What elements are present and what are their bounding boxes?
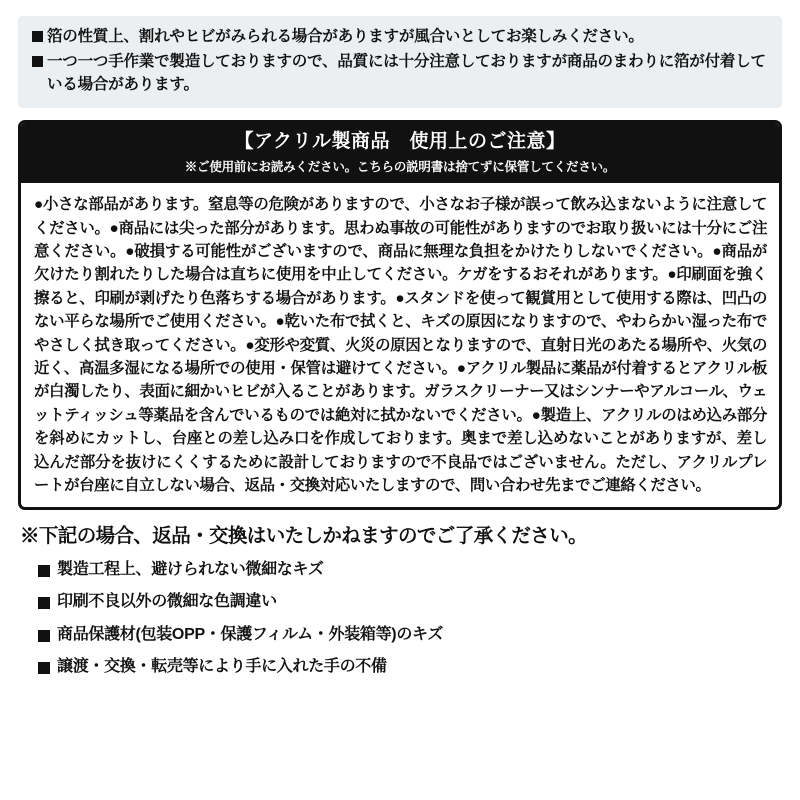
acrylic-notice-title: 【アクリル製商品 使用上のご注意】 — [234, 131, 566, 153]
square-bullet-icon — [38, 565, 50, 577]
acrylic-notice-subtitle: ※ご使用前にお読みください。こちらの説明書は捨てずに保管してください。 — [184, 160, 616, 175]
returns-title: ※下記の場合、返品・交換はいたしかねますのでご了承ください。 — [20, 525, 588, 548]
returns-item-text: 譲渡・交換・転売等により手に入れた手の不備 — [57, 657, 387, 675]
square-bullet-icon — [32, 56, 43, 67]
acrylic-notice-header — [21, 123, 779, 183]
returns-list-item — [38, 656, 782, 678]
returns-list-item — [38, 624, 782, 646]
foil-notice-item — [32, 51, 768, 96]
foil-notice-text: 箔の性質上、割れやヒビがみられる場合がありますが風合いとしてお楽しみください。 — [47, 28, 644, 45]
returns-item-text: 印刷不良以外の微細な色調違い — [57, 593, 277, 611]
foil-notice-text: 一つ一つ手作業で製造しておりますので、品質には十分注意しておりますが商品のまわりに箔が付着している場合があります。 — [47, 53, 766, 93]
square-bullet-icon — [38, 662, 50, 674]
returns-item-text: 商品保護材(包装OPP・保護フィルム・外装箱等)のキズ — [57, 625, 444, 643]
square-bullet-icon — [32, 31, 43, 42]
returns-item-text: 製造工程上、避けられない微細なキズ — [57, 560, 324, 578]
foil-notice-item — [32, 26, 768, 48]
returns-list-item — [38, 559, 782, 581]
foil-notice-block — [18, 16, 782, 108]
square-bullet-icon — [38, 630, 50, 642]
returns-list-item — [38, 591, 782, 613]
returns-section — [18, 524, 782, 678]
square-bullet-icon — [38, 597, 50, 609]
acrylic-notice-card — [18, 120, 782, 510]
acrylic-notice-body: ●小さな部品があります。窒息等の危険がありますので、小さなお子様が誤って飲み込まないように注意してください。●商品には尖った部分があります。思わぬ事故の可能性がありますのでお取り扱いには十分にご注意ください。●破損する可能性がございますので、商品に無理な負担をかけたりしないでください。●商品が欠けたり割れたりした場合は直ちに使用を中止してください。ケガをするおそれがあります。●印刷面を強く擦ると、印刷が剥げたり色落ちする場合があります。●スタンドを使って観賞用として使用する際は、凹凸のない平らな場所でご使用ください。●乾いた布で拭くと、キズの原因になりますので、やわらかい湿った布でやさしく拭き取ってください。●変形や変質、火災の原因となりますので、直射日光のあたる場所や、火気の近く、高温多湿になる場所での使用・保管は避けてください。●アクリル製品に薬品が付着するとアクリル板が白濁したり、表面に細かいヒビが入ることがあります。ガラスクリーナー又はシンナーやアルコール、ウェットティッシュ等薬品を含んでいるものでは絶対に拭かないでください。●製造上、アクリルのはめ込み部分を斜めにカットし、台座との差し込み口を作成しております。奥まで差し込めないことがありますが、差し込んだ部分を抜けにくくするために設計しておりますので不良品ではございません。ただし、アクリルプレートが台座に自立しない場合、返品・交換対応いたしますので、問い合わせ先までご連絡ください。 — [34, 196, 767, 495]
